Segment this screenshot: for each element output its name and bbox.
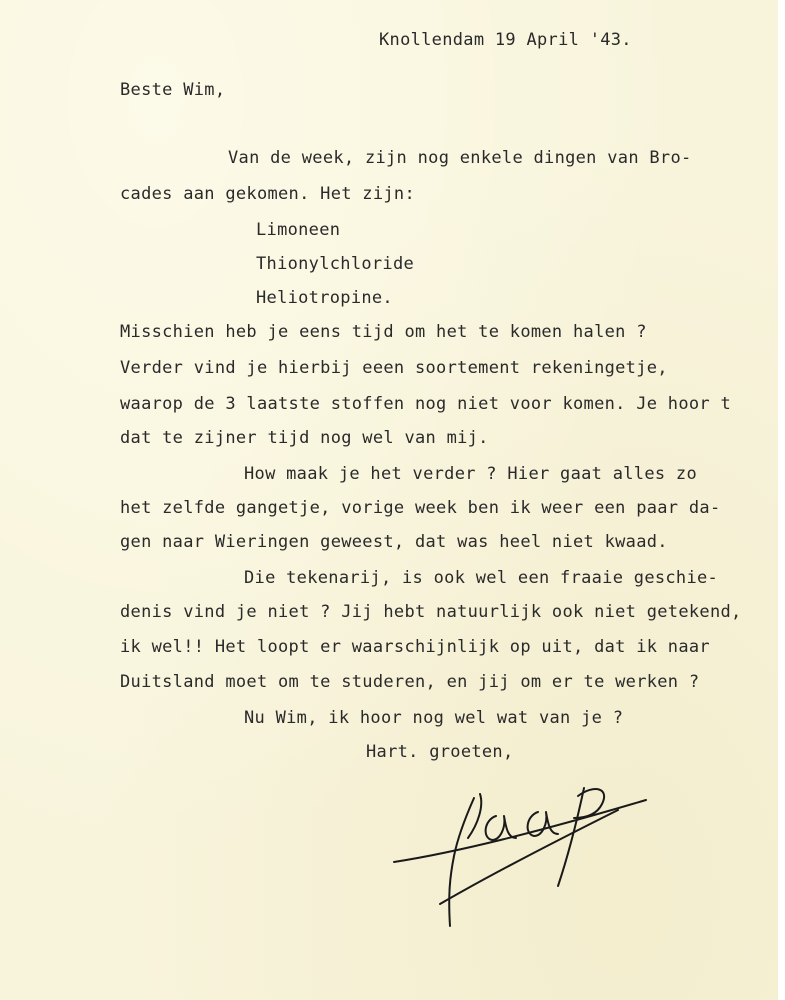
- list-item: Heliotropine.: [256, 288, 393, 308]
- closing: Hart. groeten,: [366, 742, 514, 762]
- list-item: Limoneen: [256, 220, 341, 240]
- list-item: Thionylchloride: [256, 254, 415, 274]
- body-line: How maak je het verder ? Hier gaat alles zo: [244, 464, 697, 484]
- body-line: Verder vind je hierbij eeen soortement rekeningetje,: [120, 358, 668, 378]
- body-line: ik wel!! Het loopt er waarschijnlijk op uit, dat ik naar: [120, 637, 710, 657]
- body-line: Nu Wim, ik hoor nog wel wat van je ?: [244, 708, 624, 728]
- body-line: gen naar Wieringen geweest, dat was heel niet kwaad.: [120, 532, 668, 552]
- body-line: denis vind je niet ? Jij hebt natuurlijk ook niet getekend,: [120, 602, 742, 622]
- body-line: dat te zijner tijd nog wel van mij.: [120, 428, 489, 448]
- salutation: Beste Wim,: [120, 80, 226, 100]
- body-line: Van de week, zijn nog enkele dingen van Bro-: [228, 148, 692, 168]
- body-line: Duitsland moet om te studeren, en jij om er te werken ?: [120, 672, 700, 692]
- handwritten-signature: [388, 776, 648, 941]
- body-line: waarop de 3 laatste stoffen nog niet voor komen. Je hoor t: [120, 394, 732, 414]
- body-line: cades aan gekomen. Het zijn:: [120, 184, 415, 204]
- body-line: Die tekenarij, is ook wel een fraaie geschie-: [244, 568, 719, 588]
- body-line: Misschien heb je eens tijd om het te komen halen ?: [120, 322, 647, 342]
- place-date: Knollendam 19 April '43.: [379, 30, 632, 50]
- body-line: het zelfde gangetje, vorige week ben ik weer een paar da-: [120, 498, 721, 518]
